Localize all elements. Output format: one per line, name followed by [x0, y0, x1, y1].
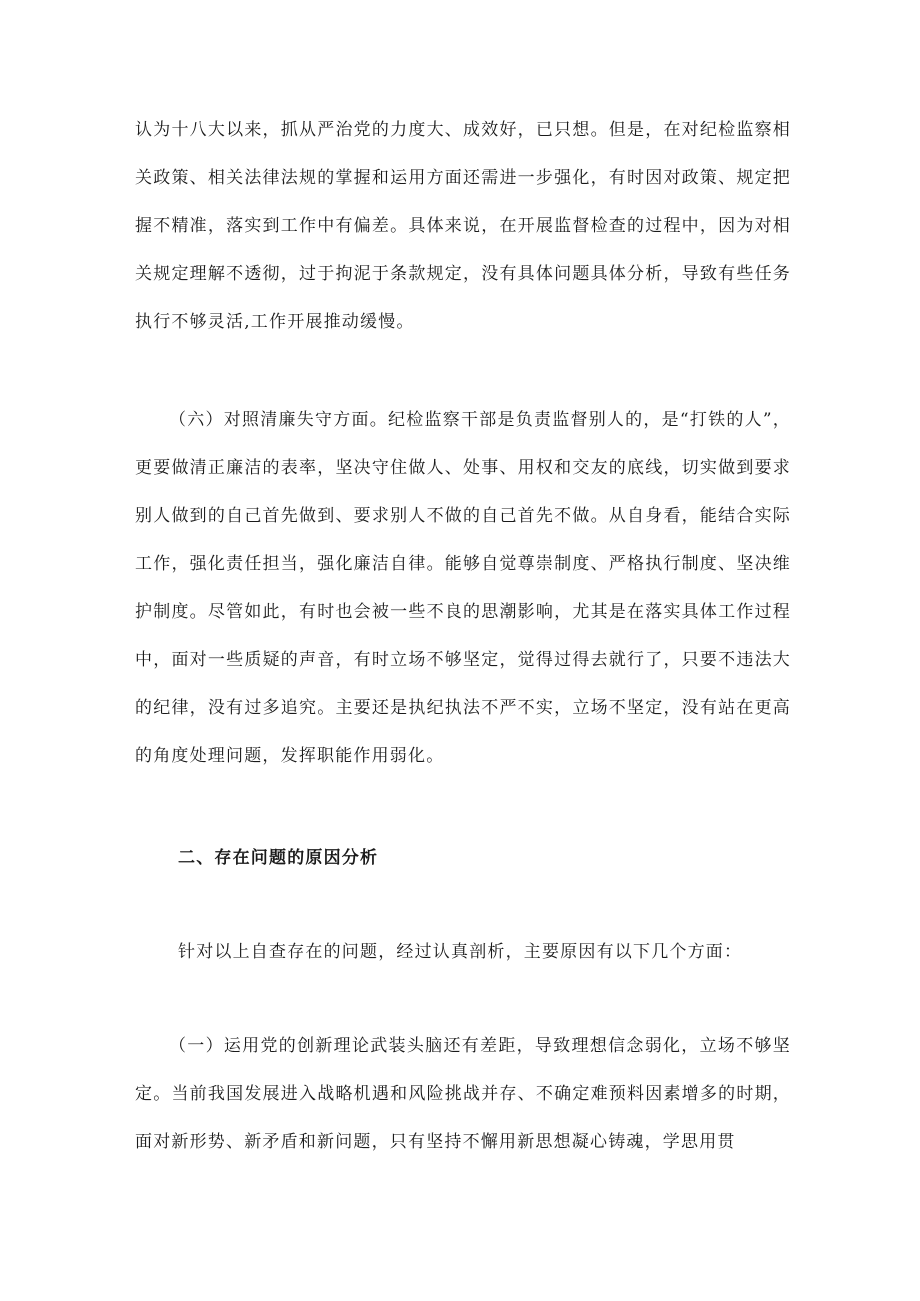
paragraph-reason-one: （一）运用党的创新理论武装头脑还有差距，导致理想信念弱化，立场不够坚定。当前我国发展进入战略机遇和风险挑战并存、不确定难预料因素增多的时期，面对新形势、新矛盾和新问题，只有坚持不懈用新思想凝心铸魂，学思用贯	[135, 1036, 791, 1152]
paragraph-section-six: （六）对照清廉失守方面。纪检监察干部是负责监督别人的，是“打铁的人”，更要做清正廉洁的表率，坚决守住做人、处事、用权和交友的底线，切实做到要求别人做到的自己首先做到、要求别人不做的自己首先不做。从自身看，能结合实际工作，强化责任担当，强化廉洁自律。能够自觉尊崇制度、严格执行制度、坚决维护制度。尽管如此，有时也会被一些不良的思潮影响，尤其是在落实具体工作过程中，面对一些质疑的声音，有时立场不够坚定，觉得过得去就行了，只要不违法大的纪律，没有过多追究。主要还是执纪执法不严不实，立场不坚定，没有站在更高的角度处理问题，发挥职能作用弱化。	[135, 410, 791, 766]
paragraph-continuation: 认为十八大以来，抓从严治党的力度大、成效好，已只想。但是，在对纪检监察相关政策、相关法律法规的掌握和运用方面还需进一步强化，有时因对政策、规定把握不精准，落实到工作中有偏差。具体来说，在开展监督检查的过程中，因为对相关规定理解不透彻，过于拘泥于条款规定，没有具体问题具体分析，导致有些任务执行不够灵活,工作开展推动缓慢。	[135, 120, 791, 332]
paragraph-intro: 针对以上自查存在的问题，经过认真剖析，主要原因有以下几个方面：	[178, 942, 743, 962]
section-heading: 二、存在问题的原因分析	[178, 848, 379, 868]
